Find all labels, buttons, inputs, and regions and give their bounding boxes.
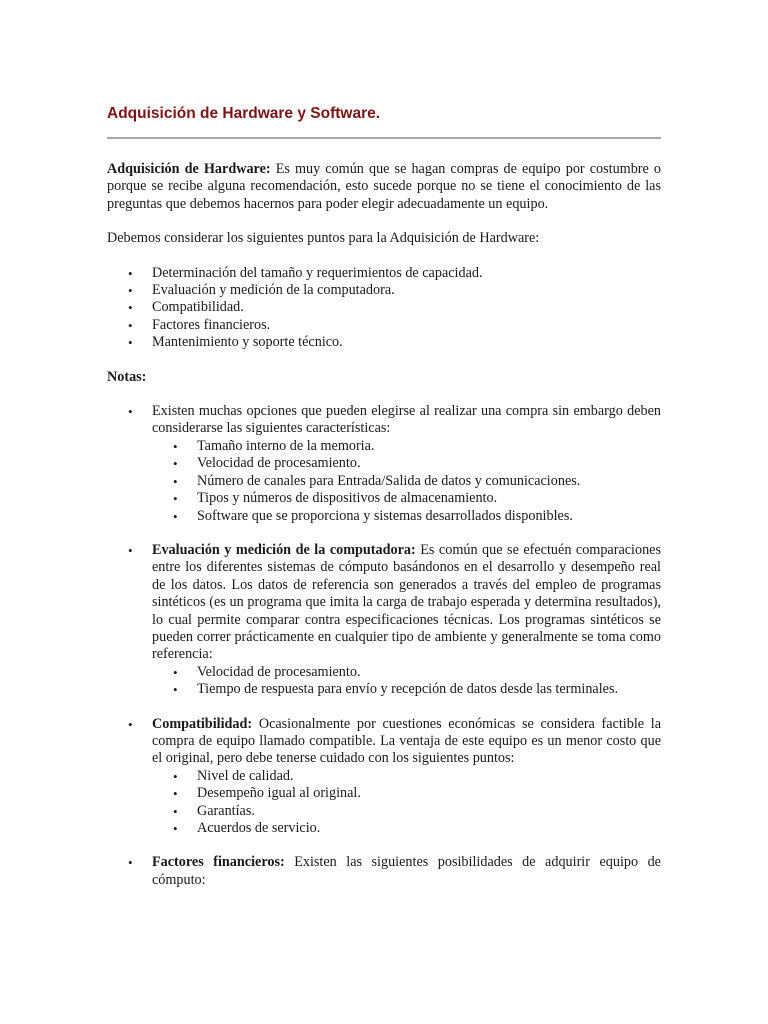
note-label: Compatibilidad: — [152, 715, 253, 732]
sublist-item: • Garantías. — [152, 803, 661, 820]
intro-text: Es muy común que se hagan compras de equipo por costumbre o porque se recibe alguna recomendación, esto sucede porque no se tiene el conocimiento de las preguntas que debemos hacernos para poder elegir adecuadamente un equipo. — [107, 161, 662, 212]
intro-label: Adquisición de Hardware: — [107, 161, 271, 177]
sublist-item: • Tiempo de respuesta para envío y recepción de datos desde las terminales. — [152, 681, 661, 698]
list-spacer — [107, 525, 661, 542]
list-spacer — [107, 699, 661, 716]
sublist-item: • Velocidad de procesamiento. — [152, 455, 661, 472]
note-text: Ocasionalmente por cuestiones económicas se considera factible la compra de equipo llamado compatible. La ventaja de este equipo es un menor costo que el original, pero debe tenerse cuidado con los siguientes puntos: — [152, 715, 661, 767]
title-divider — [107, 137, 661, 139]
list-item: • Mantenimiento y soporte técnico. — [107, 334, 661, 351]
note-text: Existen las siguientes posibilidades de adquirir equipo de cómputo: — [152, 854, 661, 888]
note-item — [107, 542, 661, 699]
sublist-item: • Velocidad de procesamiento. — [152, 664, 661, 681]
sublist-item: • Número de canales para Entrada/Salida de datos y comunicaciones. — [152, 473, 661, 490]
note-sublist — [152, 438, 661, 525]
note-label: Factores financieros: — [152, 854, 285, 871]
sublist-item: • Acuerdos de servicio. — [152, 820, 661, 837]
sublist-item: • Software que se proporciona y sistemas desarrollados disponibles. — [152, 508, 661, 525]
sublist-item: • Nivel de calidad. — [152, 768, 661, 785]
points-list — [107, 265, 661, 352]
note-item — [107, 403, 661, 525]
page-title: Adquisición de Hardware y Software. — [107, 105, 381, 122]
list-spacer — [107, 837, 661, 854]
notes-list — [107, 403, 661, 889]
note-item — [107, 854, 661, 889]
document-body — [107, 161, 661, 889]
notes-heading: Notas: — [107, 368, 147, 385]
note-label: Evaluación y medición de la computadora: — [152, 541, 416, 558]
list-item: • Factores financieros. — [107, 317, 661, 334]
note-item — [107, 716, 661, 838]
points-intro: Debemos considerar los siguientes puntos para la Adquisición de Hardware: — [107, 230, 540, 247]
note-text: Existen muchas opciones que pueden elegirse al realizar una compra sin embargo deben considerarse las siguientes características: — [152, 403, 661, 437]
note-sublist — [152, 664, 661, 699]
note-sublist — [152, 768, 661, 838]
sublist-item: • Tipos y números de dispositivos de almacenamiento. — [152, 490, 661, 507]
sublist-item: • Tamaño interno de la memoria. — [152, 438, 661, 455]
note-text: Es común que se efectuén comparaciones entre los diferentes sistemas de cómputo basándonos en el desarrollo y desempeño real de los datos. Los datos de referencia son generados a través del empleo de programas sintéticos (es un programa que imita la carga de trabajo esperada y determina resultados), lo cual permite comparar contra especificaciones técnicas. Los programas sintéticos se pueden correr prácticamente en cualquier tipo de ambiente y generalmente se toma como referencia: — [152, 541, 661, 663]
list-item: • Compatibilidad. — [107, 299, 661, 316]
intro-paragraph — [107, 161, 661, 213]
list-item: • Evaluación y medición de la computadora. — [107, 282, 661, 299]
sublist-item: • Desempeño igual al original. — [152, 785, 661, 802]
list-item: • Determinación del tamaño y requerimientos de capacidad. — [107, 265, 661, 282]
